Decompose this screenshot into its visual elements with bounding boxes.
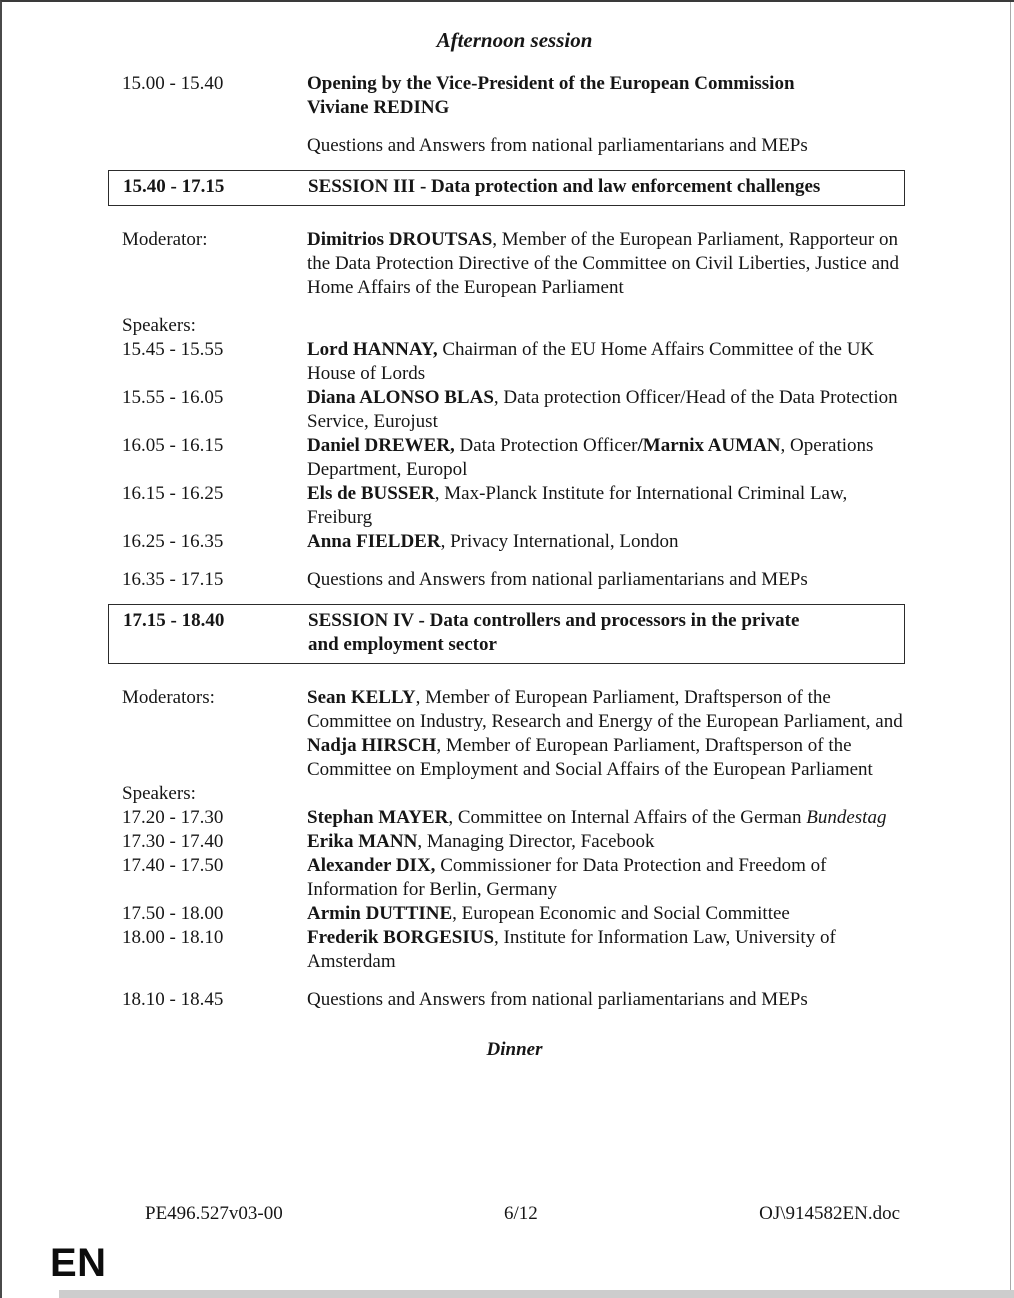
time-slot: 15.55 - 16.05 [122, 387, 224, 408]
row-content [307, 926, 907, 974]
text-segment: SESSION IV - Data controllers and processors in the private [308, 610, 800, 631]
text-segment: Armin DUTTINE [307, 903, 453, 924]
text-segment: SESSION III - Data protection and law enforcement challenges [308, 176, 821, 197]
text-segment: Alexander DIX, [307, 855, 436, 876]
page-footer [145, 1202, 900, 1226]
row-content [307, 854, 907, 902]
row-content [307, 72, 907, 120]
time-slot: 15.40 - 17.15 [123, 176, 225, 197]
text-segment: , Privacy International, London [440, 531, 679, 552]
page-bottom-edge-strip [59, 1290, 1014, 1298]
text-segment: /Marnix AUMAN [637, 435, 781, 456]
row-content [307, 902, 907, 926]
agenda-row [122, 386, 907, 434]
agenda-row [122, 926, 907, 974]
text-segment: , Institute for Information Law, University of Amsterdam [307, 927, 836, 972]
text-segment: Anna FIELDER [307, 531, 441, 552]
agenda-row [122, 854, 907, 902]
text-segment: Commissioner for Data Protection and Freedom of Information for Berlin, Germany [307, 855, 827, 900]
row-content [308, 609, 900, 657]
agenda-row [122, 806, 907, 830]
row-content [307, 988, 907, 1012]
row-content [307, 434, 907, 482]
agenda-row [122, 568, 907, 592]
agenda-row [122, 228, 907, 300]
text-segment: Frederik BORGESIUS [307, 927, 495, 948]
agenda-row [122, 530, 907, 554]
row-content [307, 338, 907, 386]
row-content [307, 482, 907, 530]
footer-doc-ref: PE496.527v03-00 [145, 1203, 283, 1224]
text-segment: , Data protection Officer/Head of the Data Protection Service, Eurojust [307, 387, 898, 432]
agenda-list [122, 72, 907, 1012]
text-segment: , Managing Director, Facebook [417, 831, 655, 852]
agenda-row [122, 134, 907, 158]
agenda-row [122, 338, 907, 386]
text-segment: Chairman of the EU Home Affairs Committee of the UK House of Lords [307, 339, 875, 384]
text-segment: Opening by the Vice-President of the European Commission [307, 73, 795, 94]
row-label: Moderators: [122, 687, 215, 708]
agenda-row [122, 72, 907, 120]
agenda-row [122, 902, 907, 926]
time-slot: 18.00 - 18.10 [122, 927, 224, 948]
text-segment: Questions and Answers from national parliamentarians and MEPs [307, 989, 808, 1010]
column-label-row [122, 782, 907, 806]
row-content [307, 686, 907, 782]
row-content [307, 806, 907, 830]
text-segment: Stephan MAYER [307, 807, 449, 828]
page-right-edge-line [1010, 2, 1011, 1298]
row-label: Speakers: [122, 783, 196, 804]
text-segment: , Operations Department, Europol [307, 435, 874, 480]
text-segment: and employment sector [308, 634, 497, 655]
row-content [307, 386, 907, 434]
time-slot: 16.05 - 16.15 [122, 435, 224, 456]
agenda-row [122, 686, 907, 782]
time-slot: 16.25 - 16.35 [122, 531, 224, 552]
text-segment: , Member of the European Parliament, Rapporteur on the Data Protection Directive of the Committee on Civil Liberties, Justice and Home Affairs of the European Parliament [307, 229, 900, 298]
agenda-row [122, 830, 907, 854]
row-content [307, 530, 907, 554]
footer-file-name: OJ\914582EN.doc [759, 1203, 900, 1224]
text-segment: Data Protection Officer [454, 435, 638, 456]
text-segment: , Member of European Parliament, Draftsperson of the Committee on Employment and Social Affairs of the European Parliament [307, 735, 873, 780]
agenda-row [122, 482, 907, 530]
text-segment: Viviane REDING [307, 97, 450, 118]
row-content [308, 175, 900, 199]
time-slot: 17.15 - 18.40 [123, 610, 225, 631]
text-segment: Questions and Answers from national parliamentarians and MEPs [307, 569, 808, 590]
footer-page-number: 6/12 [504, 1203, 538, 1224]
text-segment: Lord HANNAY, [307, 339, 438, 360]
time-slot: 17.20 - 17.30 [122, 807, 224, 828]
time-slot: 17.30 - 17.40 [122, 831, 224, 852]
session-header-row [108, 604, 905, 664]
time-slot: 15.00 - 15.40 [122, 73, 224, 94]
text-segment: Dimitrios DROUTSAS [307, 229, 493, 250]
page-content [2, 2, 907, 1062]
text-segment: Erika MANN [307, 831, 418, 852]
text-segment: , Committee on Internal Affairs of the German [448, 807, 807, 828]
agenda-row [122, 988, 907, 1012]
language-code: EN [50, 1241, 107, 1285]
row-content [307, 134, 907, 158]
row-label: Moderator: [122, 229, 208, 250]
agenda-row [122, 434, 907, 482]
text-segment: Nadja HIRSCH [307, 735, 437, 756]
session-header-row [108, 170, 905, 206]
text-segment: , Max-Planck Institute for International Criminal Law, Freiburg [307, 483, 848, 528]
text-segment: , Member of European Parliament, Draftsperson of the Committee on Industry, Research and Energy of the European Parliament, and [307, 687, 903, 732]
text-segment: , European Economic and Social Committee [452, 903, 790, 924]
text-segment: Bundestag [806, 807, 887, 828]
dinner-heading: Dinner [486, 1039, 543, 1060]
row-label: Speakers: [122, 315, 196, 336]
column-label-row [122, 314, 907, 338]
text-segment: Sean KELLY [307, 687, 416, 708]
row-content [307, 568, 907, 592]
row-content [307, 228, 907, 300]
time-slot: 15.45 - 15.55 [122, 339, 224, 360]
text-segment: Questions and Answers from national parliamentarians and MEPs [307, 135, 808, 156]
text-segment: Els de BUSSER [307, 483, 435, 504]
time-slot: 18.10 - 18.45 [122, 989, 224, 1010]
time-slot: 17.40 - 17.50 [122, 855, 224, 876]
page-title: Afternoon session [436, 28, 593, 52]
time-slot: 16.15 - 16.25 [122, 483, 224, 504]
time-slot: 17.50 - 18.00 [122, 903, 224, 924]
text-segment: Diana ALONSO BLAS [307, 387, 494, 408]
time-slot: 16.35 - 17.15 [122, 569, 224, 590]
row-content [307, 830, 907, 854]
text-segment: Daniel DREWER, [307, 435, 455, 456]
